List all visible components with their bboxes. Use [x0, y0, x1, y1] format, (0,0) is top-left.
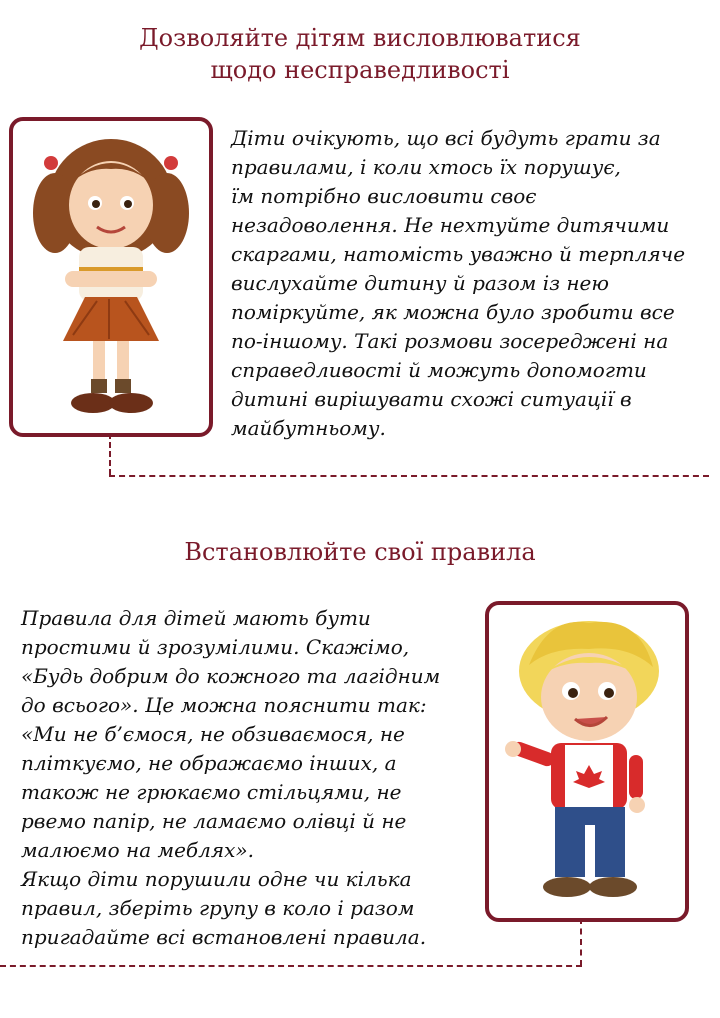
section1-title-line2: щодо несправедливості: [210, 56, 510, 84]
section1-line: поміркуйте, як можна було зробити все: [231, 300, 675, 324]
connector-dashed-horizontal: [109, 475, 709, 477]
section2-line: рвемо папір, не ламаємо олівці й не: [21, 809, 407, 833]
section2-line: пригадайте всі встановлені правила.: [21, 925, 427, 949]
section1-line: справедливості й можуть допомогти: [231, 358, 647, 382]
section2-line: «Ми не б’ємося, не обзиваємося, не: [21, 722, 405, 746]
section2-line: правил, зберіть групу в коло і разом: [21, 896, 415, 920]
boy-illustration: [489, 605, 685, 918]
section1-line: правилами, і коли хтось їх порушує,: [231, 155, 621, 179]
section2-line: Правила для дітей мають бути: [21, 606, 371, 630]
section2-line: також не грюкаємо стільцями, не: [21, 780, 402, 804]
section2-line: «Будь добрим до кожного та лагідним: [21, 664, 441, 688]
girl-image-frame: [9, 117, 213, 437]
section1-line: скаргами, натомість уважно й терпляче: [231, 242, 686, 266]
section1-title: [0, 22, 720, 86]
section1-line: вислухайте дитину й разом із нею: [231, 271, 609, 295]
section1-line: їм потрібно висловити своє: [231, 184, 537, 208]
section2-line: простими й зрозумілими. Скажімо,: [21, 635, 410, 659]
section1-line: майбутньому.: [231, 416, 386, 440]
section1-title-line1: Дозволяйте дітям висловлюватися: [139, 24, 581, 52]
section1-line: Діти очікують, що всі будуть грати за: [231, 126, 661, 150]
connector-dashed-vertical: [580, 918, 582, 966]
section2-paragraph: [21, 604, 461, 952]
section1-paragraph: [231, 124, 701, 443]
section1-line: незадоволення. Не нехтуйте дитячими: [231, 213, 670, 237]
section1-line: дитині вирішувати схожі ситуації в: [231, 387, 632, 411]
girl-illustration: [13, 121, 209, 433]
boy-image-frame: [485, 601, 689, 922]
section2-line: до всього». Це можна пояснити так:: [21, 693, 427, 717]
section1-line: по-іншому. Такі розмови зосереджені на: [231, 329, 669, 353]
section2-line: малюємо на меблях».: [21, 838, 254, 862]
section2-line: пліткуємо, не ображаємо інших, а: [21, 751, 397, 775]
section2-line: Якщо діти порушили одне чи кілька: [21, 867, 412, 891]
connector-dashed-horizontal: [0, 965, 582, 967]
connector-dashed-vertical: [109, 433, 111, 475]
section2-title: Встановлюйте свої правила: [184, 538, 536, 566]
